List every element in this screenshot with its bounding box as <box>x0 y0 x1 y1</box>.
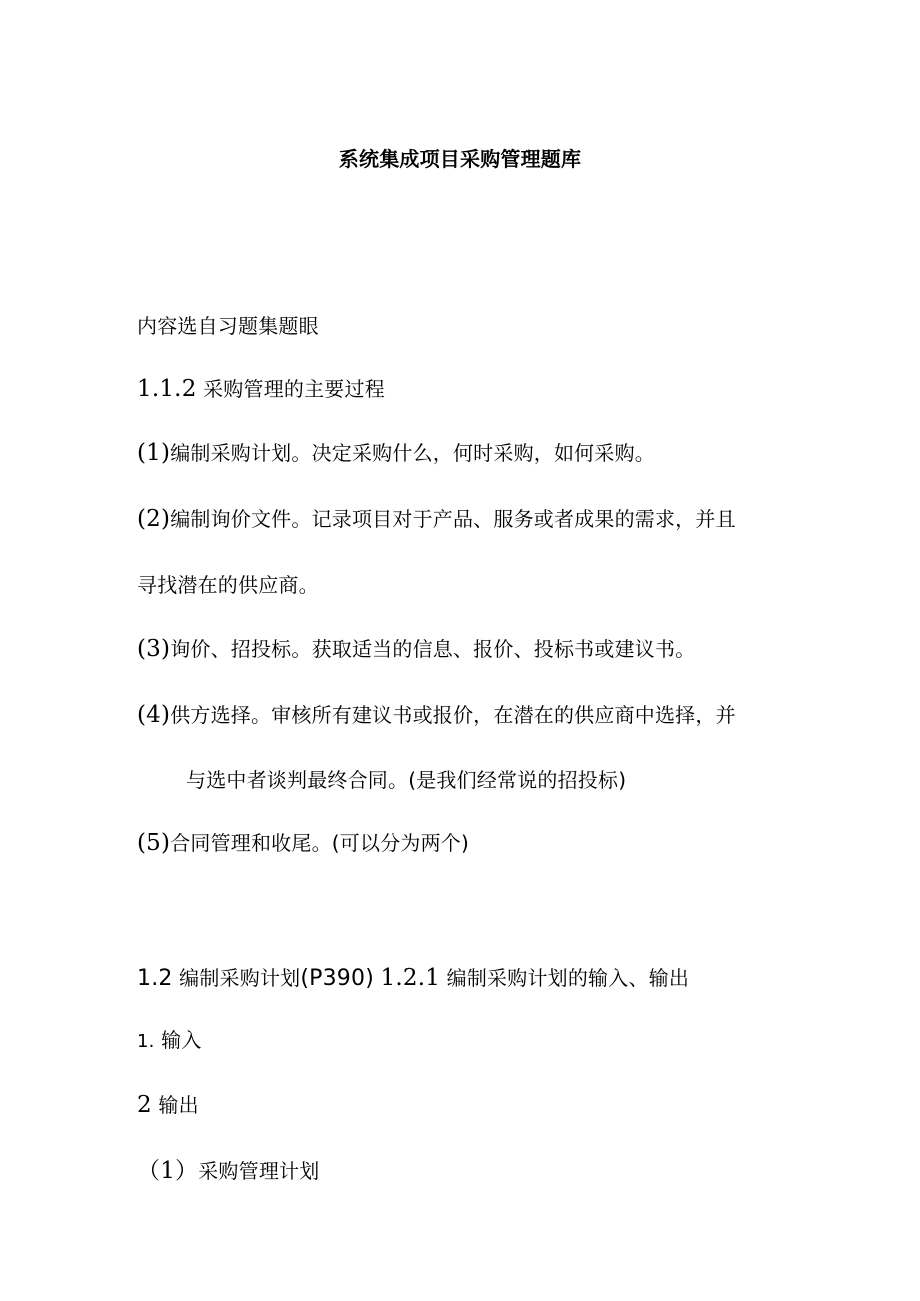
item-text: 供方选择。审核所有建议书或报价，在潜在的供应商中选择，并 <box>170 703 736 727</box>
item-marker: 1. <box>137 1031 155 1052</box>
document-title: 系统集成项目采购管理题库 <box>338 147 582 171</box>
section-title: 采购管理的主要过程 <box>203 377 385 401</box>
item-marker: (5) <box>137 830 171 856</box>
section-number: 1.1.2 <box>137 376 197 402</box>
process-item-4-continuation: 与选中者谈判最终合同。(是我们经常说的招投标) <box>186 768 627 792</box>
section-heading-1-1-2 <box>137 375 385 403</box>
item-text: 合同管理和收尾。(可以分为两个) <box>170 831 469 855</box>
process-item-1 <box>137 439 655 467</box>
item-marker: (1) <box>137 440 171 466</box>
item-text: 采购管理计划 <box>198 1159 320 1183</box>
item-text: 编制采购计划。决定采购什么，何时采购，如何采购。 <box>170 441 655 465</box>
item-text: 输入 <box>161 1028 202 1052</box>
process-item-5 <box>137 829 469 857</box>
source-note: 内容选自习题集题眼 <box>137 314 319 338</box>
process-item-2-continuation: 寻找潜在的供应商。 <box>137 573 319 597</box>
item-marker: （1） <box>137 1158 199 1184</box>
item-text: 编制询价文件。记录项目对于产品、服务或者成果的需求，并且 <box>170 507 736 531</box>
section-heading-1-2 <box>137 964 689 993</box>
section-number: 1.2 <box>137 966 173 991</box>
output-sub-item <box>137 1157 319 1185</box>
item-marker: (4) <box>137 702 171 728</box>
page-reference: (P390) <box>300 966 374 991</box>
process-item-4 <box>137 701 736 729</box>
item-marker: 2 <box>137 1092 152 1118</box>
output-item <box>137 1091 199 1119</box>
subsection-number: 1.2.1 <box>380 965 441 991</box>
process-item-3 <box>137 635 695 663</box>
process-item-2 <box>137 505 736 533</box>
section-title: 编制采购计划 <box>179 966 301 990</box>
item-text: 输出 <box>158 1093 199 1117</box>
item-marker: (3) <box>137 636 171 662</box>
item-text: 询价、招投标。获取适当的信息、报价、投标书或建议书。 <box>170 637 696 661</box>
item-marker: (2) <box>137 506 171 532</box>
subsection-title: 编制采购计划的输入、输出 <box>446 966 690 990</box>
input-item <box>137 1026 202 1056</box>
